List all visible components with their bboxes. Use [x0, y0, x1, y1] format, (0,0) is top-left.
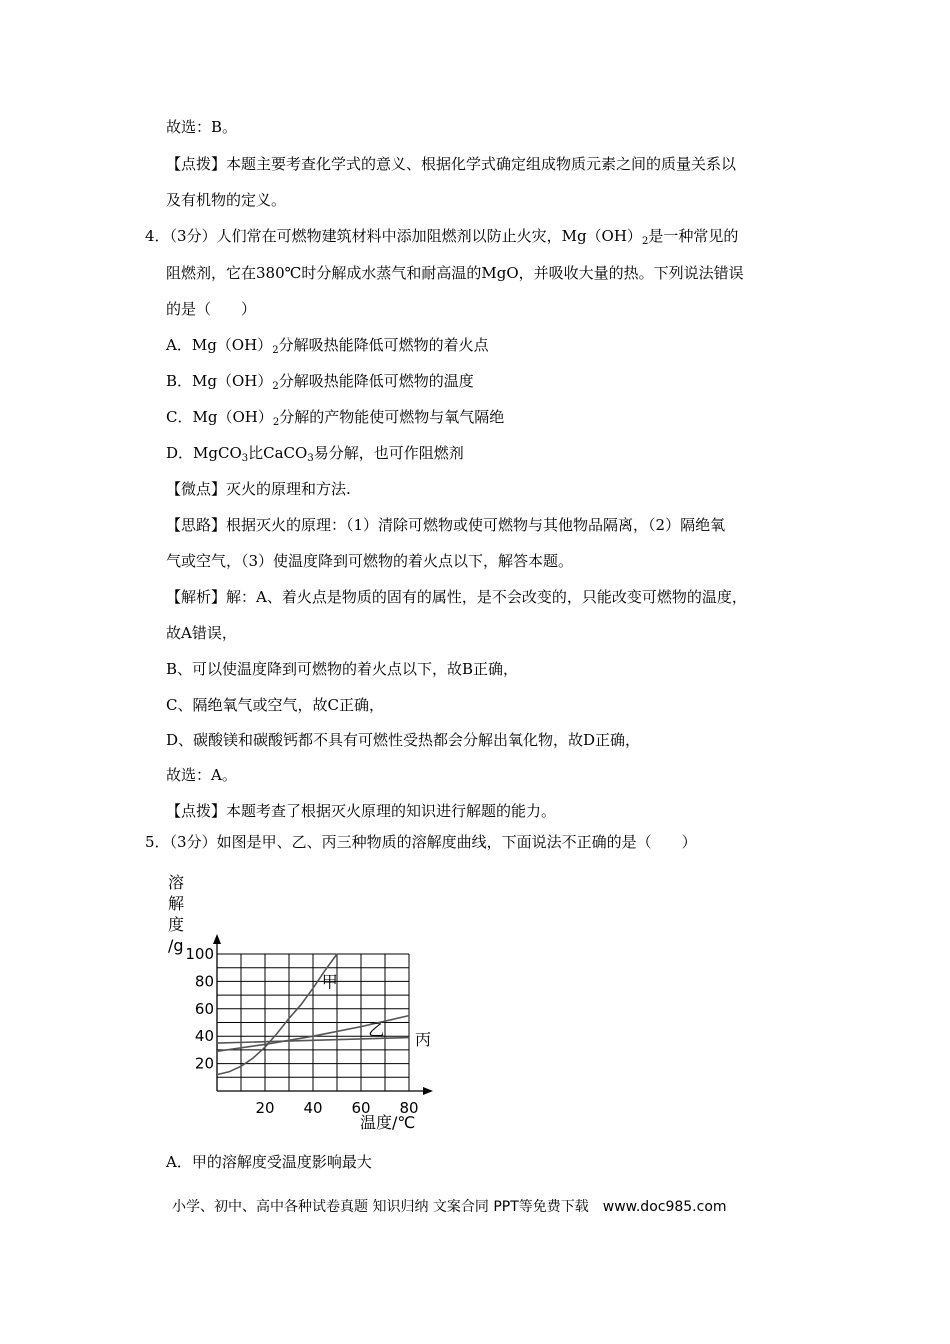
jiexi-line-2: 故A错误， [166, 624, 237, 642]
question-number: 5． [145, 833, 170, 851]
jiexi-line: 【解析】解：A、着火点是物质的固有的属性，是不会改变的，只能改变可燃物的温度， [166, 588, 747, 606]
option-a: A．$Mg(OH)_2$分解吸热能降低可燃物的着火点 [166, 336, 489, 356]
x-axis-label: 温度/℃ [360, 1113, 416, 1132]
y-tick-label: 60 [194, 999, 214, 1018]
y-axis-label: 溶 [168, 873, 185, 892]
y-axis-label: 解 [168, 894, 185, 913]
question-4-stem-line2: 阻燃剂，它在380℃时分解成水蒸气和耐高温的MgO，并吸收大量的热。下列说法错误 [166, 264, 744, 282]
series-label: 乙 [368, 1020, 385, 1040]
series-label: 丙 [415, 1029, 432, 1049]
solubility-chart [160, 868, 440, 1133]
chart-labels [168, 873, 431, 1132]
jiexi-line-5: D、碳酸镁和碳酸钙都不具有可燃性受热都会分解出氧化物，故D正确， [166, 731, 641, 749]
x-tick-label: 60 [351, 1099, 371, 1117]
y-axis-arrow-icon [213, 934, 221, 944]
chart-axes [213, 934, 433, 1095]
y-tick-label: 80 [194, 972, 214, 991]
question-4-stem: 4．（3分）人们常在可燃物建筑材料中添加阻燃剂以防止火灾，$Mg(OH)_2$是一种常见的 [145, 227, 739, 247]
x-tick-label: 40 [303, 1099, 323, 1117]
option-d: D．MgCO$_3$比CaCO$_3$易分解，也可作阻燃剂 [166, 444, 464, 464]
jiexi-line-3: B、可以使温度降到可燃物的着火点以下，故B正确， [166, 660, 519, 678]
weidian-line: 【微点】灭火的原理和方法. [166, 480, 351, 498]
note-line: 【点拨】本题主要考查化学式的意义、根据化学式确定组成物质元素之间的质量关系以 [166, 155, 737, 173]
y-tick-label: 20 [194, 1054, 214, 1073]
series-label: 甲 [321, 972, 338, 992]
series-line [217, 954, 337, 1075]
y-tick-label: 40 [194, 1027, 214, 1046]
footer-text: 小学、初中、高中各种试卷真题 知识归纳 文案合同 PPT等免费下载 www.doc985.com [172, 1199, 727, 1215]
answer-line: 故选：B。 [166, 118, 238, 136]
jiexi-line-4: C、隔绝氧气或空气，故C正确， [166, 696, 384, 714]
x-tick-label: 80 [399, 1099, 419, 1117]
answer-line-2: 故选：A。 [166, 766, 237, 784]
silu-line: 【思路】根据灭火的原理：（1）清除可燃物或使可燃物与其他物品隔离，（2）隔绝氧 [166, 516, 726, 534]
note-line-cont: 及有机物的定义。 [166, 191, 287, 209]
question-5-stem: 5．（3分）如图是甲、乙、丙三种物质的溶解度曲线，下面说法不正确的是（ ） [145, 833, 697, 851]
y-axis-label: /g [168, 936, 184, 955]
silu-line-cont: 气或空气，（3）使温度降到可燃物的着火点以下，解答本题。 [166, 552, 574, 570]
dianbo-line: 【点拨】本题考查了根据灭火原理的知识进行解题的能力。 [166, 802, 557, 820]
y-tick-label: 100 [185, 945, 214, 963]
x-axis-arrow-icon [423, 1087, 433, 1095]
y-axis-label: 度 [168, 915, 185, 934]
option-b: B．$Mg(OH)_2$分解吸热能降低可燃物的温度 [166, 372, 474, 392]
option-c: C．$Mg(OH)_2$分解的产物能使可燃物与氧气隔绝 [166, 408, 505, 428]
question-4-stem-line3: 的是（ ） [166, 300, 257, 318]
x-tick-label: 20 [255, 1099, 275, 1117]
question-5-option-a: A．甲的溶解度受温度影响最大 [166, 1153, 372, 1171]
question-number: 4． [145, 227, 170, 245]
